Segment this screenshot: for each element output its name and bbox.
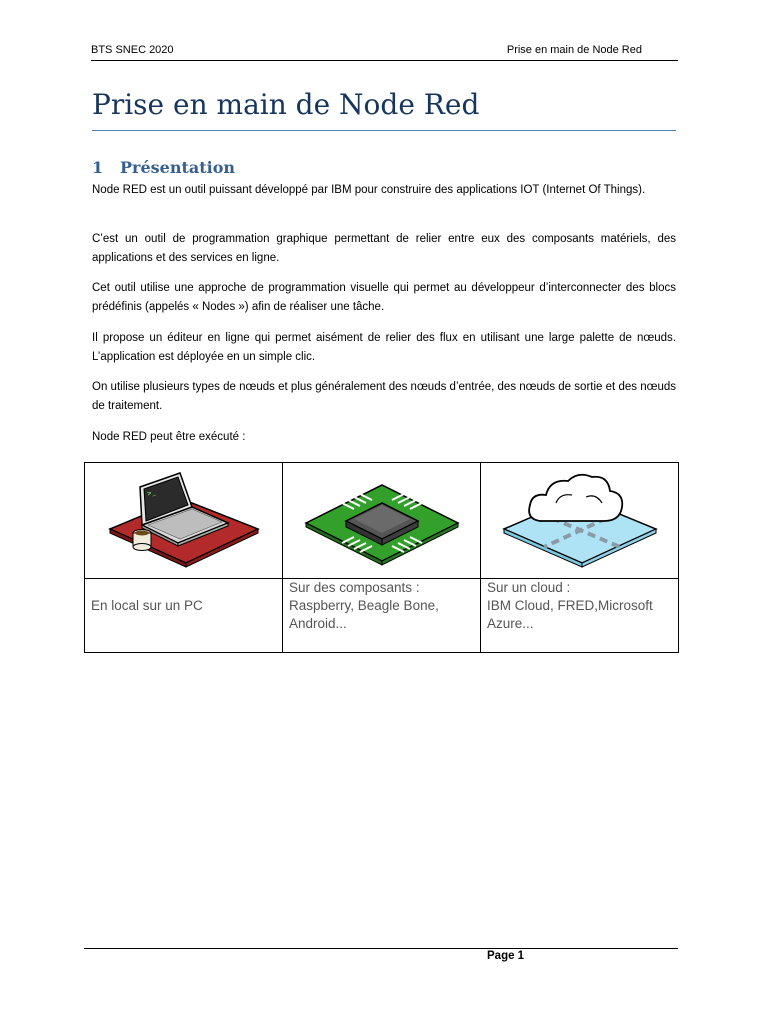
deployment-table	[84, 462, 679, 653]
caption-components: Sur des composants : Raspberry, Beagle Bone, Android...	[283, 579, 481, 653]
page-number: Page 1	[487, 950, 525, 962]
laptop-icon	[104, 463, 264, 573]
section-number: 1	[92, 158, 104, 177]
section-heading	[92, 157, 676, 179]
laptop-cell	[85, 463, 283, 579]
chip-cell	[283, 463, 481, 579]
paragraph: Node RED peut être exécuté :	[92, 431, 246, 443]
page-header	[91, 44, 678, 61]
caption-cloud: Sur un cloud : IBM Cloud, FRED,Microsoft Azure...	[481, 579, 679, 653]
paragraph: Il propose un éditeur en ligne qui permet aisément de relier des flux en utilisant une large palette de nœuds. L’application est déployée en un simple clic.	[92, 332, 676, 363]
paragraph: Node RED est un outil puissant développé par IBM pour construire des applications IOT (Internet Of Things).	[92, 184, 646, 196]
cloud-icon	[500, 463, 660, 573]
caption-local: En local sur un PC	[85, 579, 283, 653]
footer-divider	[84, 948, 678, 949]
section-title: Présentation	[120, 158, 235, 177]
svg-text:>_: >_	[145, 487, 157, 498]
cloud-cell	[481, 463, 679, 579]
paragraph: C’est un outil de programmation graphique permettant de relier entre eux des composants matériels, des applications et des services en ligne.	[92, 233, 676, 264]
header-left: BTS SNEC 2020	[91, 44, 174, 56]
header-right: Prise en main de Node Red	[506, 44, 642, 56]
microchip-icon	[302, 463, 462, 573]
document-title: Prise en main de Node Red	[92, 88, 676, 131]
paragraph: Cet outil utilise une approche de programmation visuelle qui permet au développeur d’interconnecter des blocs prédéfinis (appelés « Nodes ») afin de réaliser une tâche.	[92, 282, 676, 313]
paragraph: On utilise plusieurs types de nœuds et plus généralement des nœuds d’entrée, des nœuds de sortie et des nœuds de traitement.	[92, 381, 676, 412]
